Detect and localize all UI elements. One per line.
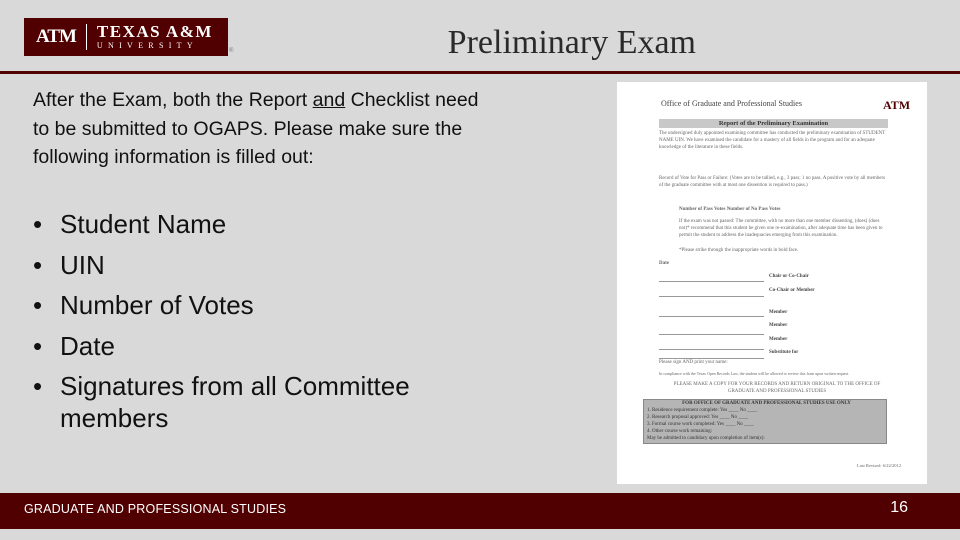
bullet-icon: • [33, 330, 43, 361]
list-item-text: Number of Votes [60, 290, 254, 320]
signature-role: Member [769, 323, 788, 328]
office-use-line: 1. Residence requirement complete: Yes ____ No ____ [647, 408, 758, 413]
bullet-icon: • [33, 290, 43, 320]
bullet-icon: • [33, 249, 43, 280]
list-item-text: Signatures from all Committee members [60, 371, 410, 433]
signature-role: Member [769, 310, 788, 315]
form-vote-labels: Number of Pass Votes Number of No Pass Votes [679, 207, 781, 212]
tamu-logo [24, 18, 228, 56]
signature-role: Member [769, 337, 788, 342]
list-item-text: Date [60, 330, 115, 361]
signature-line [659, 296, 764, 297]
form-heading: Report of the Preliminary Examination [659, 119, 888, 128]
list-item-text: UIN [60, 249, 105, 280]
form-revised-date: Last Revised: 6/22/2012 [857, 463, 901, 468]
signature-line [659, 316, 764, 317]
office-use-title: FOR OFFICE OF GRADUATE AND PROFESSIONAL STUDIES USE ONLY [682, 401, 851, 406]
report-form-image [617, 82, 927, 484]
slide-title: Preliminary Exam [447, 24, 696, 61]
title-divider [0, 71, 960, 74]
intro-underlined-text: and [312, 89, 346, 111]
list-item [33, 326, 483, 367]
required-info-list [33, 204, 483, 438]
form-copy-note: PLEASE MAKE A COPY FOR YOUR RECORDS AND RETURN ORIGINAL TO THE OFFICE OF GRADUATE AND PROFESSIONAL STUDIES [673, 382, 881, 394]
list-item [33, 245, 483, 286]
list-item [33, 366, 483, 438]
list-item [33, 285, 483, 326]
form-office-name: Office of Graduate and Professional Studies [661, 99, 802, 108]
form-date-label: Date [659, 261, 669, 266]
registered-mark: ® [229, 48, 234, 54]
list-item-text: Student Name [60, 209, 227, 239]
footer-text: GRADUATE AND PROFESSIONAL STUDIES [24, 502, 287, 516]
page-number: 16 [890, 499, 908, 516]
office-use-line: May be admitted to candidacy upon completion of item(s): [647, 436, 765, 441]
signature-line [659, 281, 764, 282]
logo-divider [86, 24, 87, 50]
signature-line [659, 349, 764, 350]
list-item [33, 204, 483, 245]
form-not-passed-text: If the exam was not passed: The committee, with no more than one member dissenting, (does) (does not)* recommend that this student be given one re-examination, after adequate time has been given to permit the student to address the inadequacies emerging from this examination. [679, 219, 883, 238]
intro-text-1: After the Exam, both the Report [33, 89, 313, 111]
logo-wordmark [97, 23, 213, 51]
bullet-icon: • [33, 371, 43, 401]
signature-role: Chair or Co-Chair [769, 274, 809, 279]
intro-text-2: Checklist need to be submitted to OGAPS. Please make sure the following information is filled out: [33, 89, 479, 168]
office-use-line: 2. Research proposal approved: Yes ____ No ____ [647, 415, 749, 420]
office-use-line: 4. Other course work remaining: [647, 429, 713, 434]
logo-sub-text: UNIVERSITY [96, 41, 198, 50]
logo-main-text: TEXAS A&M [96, 22, 213, 41]
form-vote-text: Record of Vote for Pass or Failure: (Votes are to be tallied, e.g., 3 pass; 1 no pass. A positive vote by all members of the graduate committee with at most one dissention is required to pass.) [659, 176, 886, 188]
signature-role: Substitute for [769, 350, 799, 355]
office-use-box [643, 399, 887, 444]
office-use-line: 3. Formal course work completed: Yes ____ No ____ [647, 422, 754, 427]
form-strike-note: *Please strike through the inappropriate words in bold face. [679, 248, 799, 253]
signature-line [659, 334, 764, 335]
form-compliance-text: In compliance with the Texas Open Records Law, the student will be allowed to review this form upon written request. [659, 371, 850, 376]
form-atm-logo: ATM [883, 98, 911, 112]
signature-role: Co-Chair or Member [769, 288, 815, 293]
atm-logo-mark: ATM [36, 26, 76, 47]
form-sign-note: Please sign AND print your name: [659, 360, 728, 365]
bullet-icon: • [33, 209, 43, 239]
form-intro-text: The undersigned duly appointed examining committee has conducted the preliminary examination of STUDENT NAME UIN. We have examined the candidate for a mastery of all fields in the program and for an adequate knowledge of the literature in these fields. [659, 131, 886, 150]
intro-paragraph [33, 86, 483, 172]
